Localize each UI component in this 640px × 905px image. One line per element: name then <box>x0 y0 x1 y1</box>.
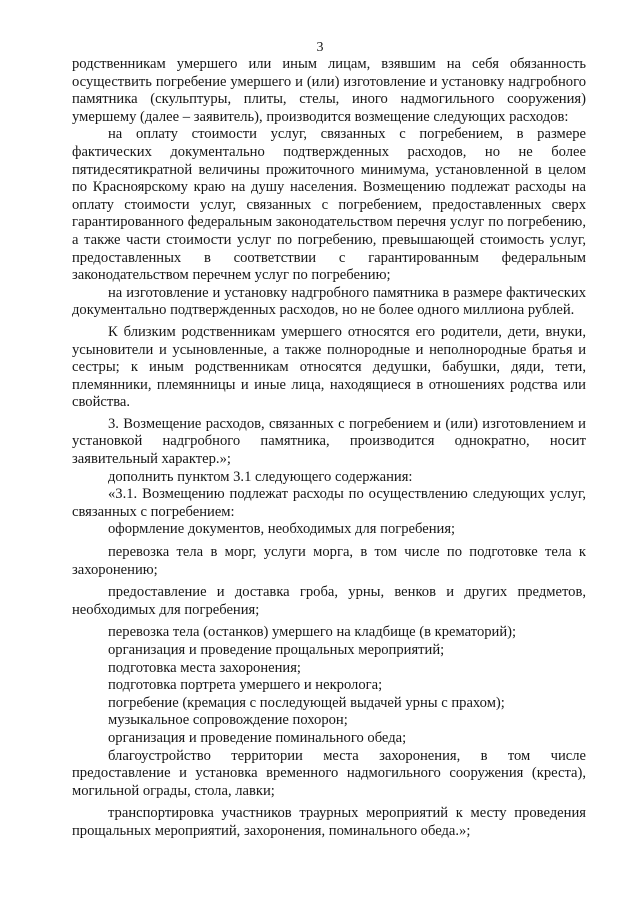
list-item-memorial-dinner: организация и проведение поминального обеда; <box>108 729 407 746</box>
list-item-farewell: организация и проведение прощальных мероприятий; <box>108 642 445 658</box>
page-number: 3 <box>316 40 324 55</box>
list-item-landscaping: благоустройство территории места захоронения, в том числе предоставление и установка временного надмогильного сооружения (креста), могильной ограды, стола, лавки; <box>72 747 586 799</box>
list-item-cremation: погребение (кремация с последующей выдачей урны с прахом); <box>108 694 505 711</box>
list-item-morgue: перевозка тела в морг, услуги морга, в том числе по подготовке тела к захоронению; <box>72 544 586 578</box>
document-body <box>72 56 586 841</box>
list-item-documents: оформление документов, необходимых для погребения; <box>108 521 456 538</box>
list-item-burial-place: подготовка места захоронения; <box>108 659 301 676</box>
paragraph-close-relatives: К близким родственникам умершего относятся его родители, дети, внуки, усыновители и усыновленные, а также полнородные и неполнородные братья и сестры; к иным родственникам относятся дедушки, бабушки, дяди, тети, племянники, племянницы и иные лица, находящиеся в отношениях родства или свойства. <box>72 323 586 411</box>
list-item-music: музыкальное сопровождение похорон; <box>108 712 348 729</box>
list-item-transport-participants: транспортировка участников траурных мероприятий к месту проведения прощальных мероприятий, захоронения, поминального обеда.»; <box>72 805 586 839</box>
paragraph-burial-costs: на оплату стоимости услуг, связанных с погребением, в размере фактических документально подтвержденных расходов, но не более пятидесятикратной величины прожиточного минимума, установленной в целом по Красноярскому краю на душу населения. Возмещению подлежат расходы на оплату стоимости услуг, связанных с погребением, предоставленных сверх гарантированного федеральным законодательством перечня услуг по погребению, а также части стоимости услуг по погребению, превышающей стоимость услуг, предоставленных в соответствии с гарантированным федеральным законодательством перечнем услуг по погребению; <box>72 126 586 284</box>
list-item-portrait: подготовка портрета умершего и некролога; <box>108 677 383 694</box>
paragraph-continuation: родственникам умершего или иным лицам, взявшим на себя обязанность осуществить погребение умершего и (или) изготовление и установку надгробного памятника (скульптуры, плиты, стелы, иного надмогильного сооружения) умершему (далее – заявитель), производится возмещение следующих расходов: <box>72 56 586 125</box>
paragraph-item-3: 3. Возмещение расходов, связанных с погребением и (или) изготовлением и установкой надгробного памятника, производится однократно, носит заявительный характер.»; <box>72 415 586 468</box>
list-item-coffin: предоставление и доставка гроба, урны, венков и других предметов, необходимых для погребения; <box>72 584 586 618</box>
paragraph-monument-costs: на изготовление и установку надгробного памятника в размере фактических документально подтвержденных расходов, но не более одного миллиона рублей. <box>72 284 586 319</box>
list-item-transport-body: перевозка тела (останков) умершего на кладбище (в крематорий); <box>108 624 517 641</box>
paragraph-item-3-1: «3.1. Возмещению подлежат расходы по осуществлению следующих услуг, связанных с погребением: <box>72 486 586 520</box>
paragraph-amendment: дополнить пунктом 3.1 следующего содержания: <box>108 468 413 485</box>
